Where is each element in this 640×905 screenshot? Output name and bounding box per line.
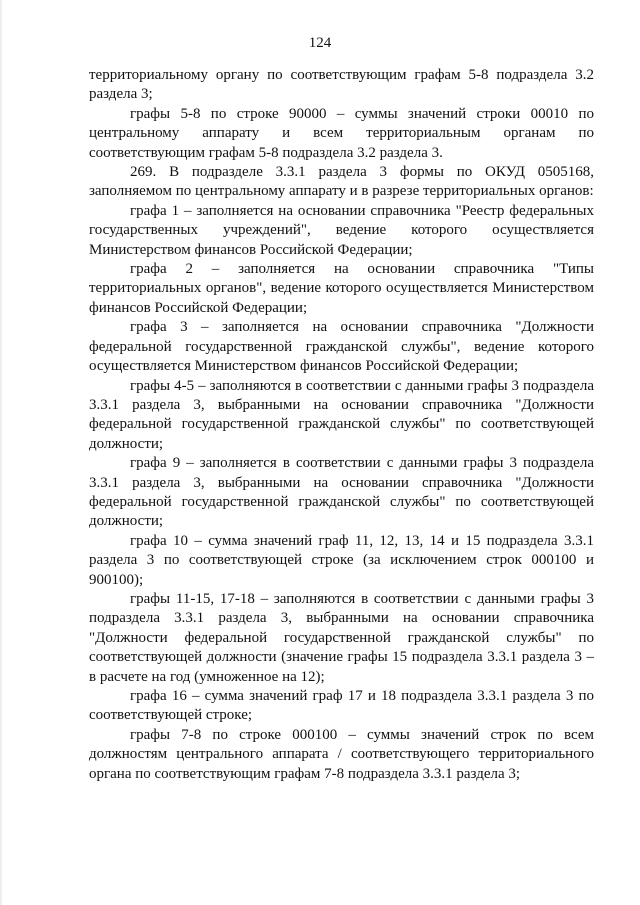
paragraph: графы 7-8 по строке 000100 – суммы значений строк по всем должностям центрального аппарата / соответствующего территориального органа по соответствующим графам 7-8 подраздела 3.3.1 раздела 3; — [89, 726, 594, 782]
paragraph: графы 4-5 – заполняются в соответствии с данными графы 3 подраздела 3.3.1 раздела 3, выбранными на основании справочника "Должности федеральной государственной гражданской службы" по соответствующей должности; — [89, 377, 594, 452]
paragraph: территориальному органу по соответствующим графам 5-8 подраздела 3.2 раздела 3; — [89, 67, 594, 103]
paragraph: графы 11-15, 17-18 – заполняются в соответствии с данными графы 3 подраздела 3.3.1 раздела 3, выбранными на основании справочника "Должности федеральной государственной гражданской службы" по соответствующей должности (значение графы 15 подраздела 3.3.1 раздела 3 – в расчете на год (умноженное на 12); — [89, 590, 594, 685]
paragraph: 269. В подразделе 3.3.1 раздела 3 формы по ОКУД 0505168, заполняемом по центральному аппарату и в разрезе территориальных органов: — [89, 164, 594, 200]
paragraph: графа 9 – заполняется в соответствии с данными графы 3 подраздела 3.3.1 раздела 3, выбранными на основании справочника "Должности федеральной государственной гражданской службы" по соответствующей должности; — [89, 455, 594, 530]
document-body — [89, 66, 594, 784]
page-number: 124 — [308, 35, 332, 51]
paragraph: графа 16 – сумма значений граф 17 и 18 подраздела 3.3.1 раздела 3 по соответствующей строке; — [89, 688, 594, 724]
paragraph: графа 10 – сумма значений граф 11, 12, 13, 14 и 15 подраздела 3.3.1 раздела 3 по соответствующей строке (за исключением строк 000100 и 900100); — [89, 532, 594, 588]
paragraph: графа 3 – заполняется на основании справочника "Должности федеральной государственной гражданской службы", ведение которого осуществляется Министерством финансов Российской Федерации; — [89, 319, 594, 375]
paragraph: графы 5-8 по строке 90000 – суммы значений строки 00010 по центральному аппарату и всем территориальным органам по соответствующим графам 5-8 подраздела 3.2 раздела 3. — [89, 105, 594, 161]
paragraph: графа 1 – заполняется на основании справочника "Реестр федеральных государственных учреждений", ведение которого осуществляется Министерством финансов Российской Федерации; — [89, 202, 594, 258]
paragraph: графа 2 – заполняется на основании справочника "Типы территориальных органов", ведение которого осуществляется Министерством финансов Российской Федерации; — [89, 261, 594, 316]
scan-edge — [0, 0, 3, 905]
